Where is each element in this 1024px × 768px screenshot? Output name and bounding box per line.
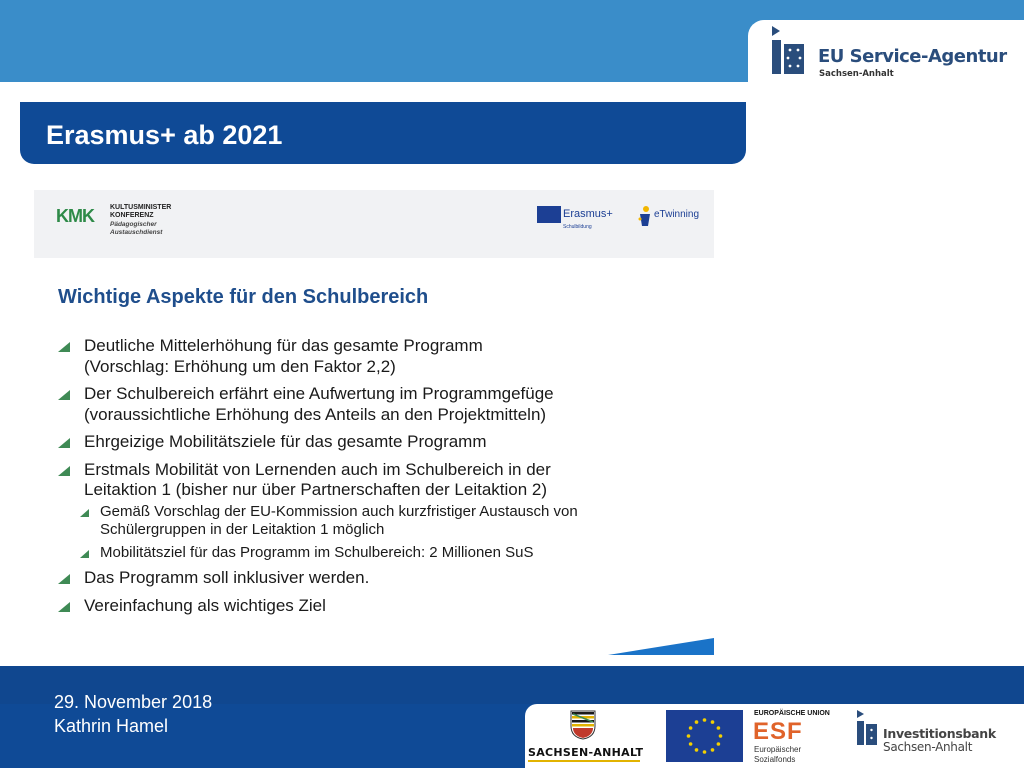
list-item-line: Erstmals Mobilität von Lernenden auch im Schulbereich in der (84, 459, 551, 479)
bullet-list (58, 336, 698, 623)
list-item-line: Das Programm soll inklusiver werden. (84, 568, 370, 587)
list-item-line: Mobilitätsziel für das Programm im Schulbereich: 2 Millionen SuS (100, 543, 534, 561)
sachsen-anhalt-underline (528, 760, 640, 762)
kmk-logo (56, 202, 206, 242)
list-item-line: Ehrgeizige Mobilitätsziele für das gesamte Programm (84, 432, 487, 451)
triangle-bullet-icon (58, 466, 70, 476)
sub-list-item (58, 544, 698, 563)
list-item-line: Deutliche Mittelerhöhung für das gesamte Programm (84, 336, 483, 355)
sachsen-anhalt-logo-text: SACHSEN-ANHALT (528, 746, 644, 759)
list-item-line: Vereinfachung als wichtiges Ziel (84, 595, 326, 615)
etwinning-icon (637, 205, 653, 227)
list-item (58, 460, 698, 501)
investitionsbank-subtitle: Sachsen-Anhalt (883, 740, 973, 754)
list-item-line: (Vorschlag: Erhöhung um den Faktor 2,2) (84, 356, 396, 376)
list-item-line: Schülergruppen in der Leitaktion 1 möglich (100, 521, 385, 538)
slide-corner-wedge (608, 638, 714, 655)
agency-name: EU Service-Agentur (818, 46, 1007, 67)
list-item (58, 568, 698, 589)
kmk-line-2: KONFERENZ (110, 212, 154, 219)
esf-union-label: EUROPÄISCHE UNION (754, 710, 830, 717)
footer (0, 666, 1024, 768)
embedded-slide (34, 190, 714, 655)
investitionsbank-name: Investitionsbank (883, 726, 996, 741)
kmk-subname (110, 221, 230, 236)
kmk-line-1: KULTUSMINISTER (110, 204, 172, 211)
triangle-bullet-icon (58, 342, 70, 352)
footer-logo-strip (525, 704, 1024, 768)
esf-sub-line-1: Europäischer (754, 745, 802, 754)
kmk-line-4: Austauschdienst (110, 228, 163, 236)
kmk-letters: KMK (56, 206, 94, 226)
triangle-bullet-icon (58, 390, 70, 400)
list-item-line: Gemäß Vorschlag der EU-Kommission auch kurzfristiger Austausch von (100, 502, 578, 520)
list-item-line: (voraussichtliche Erhöhung des Anteils an den Projektmitteln) (84, 404, 547, 424)
title-bar (20, 102, 746, 164)
list-item-line: Der Schulbereich erfährt eine Aufwertung im Programmgefüge (84, 384, 554, 403)
triangle-bullet-icon (58, 602, 70, 612)
esf-logo-text: ESF (753, 718, 803, 745)
slide-title: Wichtige Aspekte für den Schulbereich (58, 286, 429, 308)
eu-flag-icon (537, 206, 561, 223)
page-title: Erasmus+ ab 2021 (46, 120, 283, 150)
eu-service-agentur-mark-icon (770, 26, 806, 78)
presentation-date: 29. November 2018 (54, 692, 213, 712)
list-item (58, 384, 698, 425)
erasmus-logo-text: Erasmus+ (563, 208, 613, 220)
triangle-bullet-icon (58, 574, 70, 584)
investitionsbank-mark-icon (856, 710, 878, 746)
triangle-bullet-icon (80, 550, 89, 558)
kmk-name (110, 204, 230, 220)
presenter-name: Kathrin Hamel (54, 716, 169, 736)
slide-header (34, 190, 714, 258)
agency-subtitle: Sachsen-Anhalt (819, 69, 894, 79)
list-item (58, 596, 698, 617)
etwinning-logo-text: eTwinning (654, 209, 700, 220)
eu-flag-icon (666, 710, 743, 762)
eu-service-agentur-logo (768, 24, 1018, 80)
list-item (58, 432, 698, 453)
esf-sub-line-2: Sozialfonds (754, 755, 796, 764)
sub-list-item (58, 503, 698, 540)
sachsen-anhalt-crest-icon (570, 710, 596, 740)
list-item (58, 336, 698, 377)
list-item-line: Leitaktion 1 (bisher nur über Partnerschaften der Leitaktion 2) (84, 480, 548, 499)
erasmus-logo-sub: Schulbildung (563, 224, 592, 230)
kmk-line-3: Pädagogischer (110, 221, 157, 228)
triangle-bullet-icon (80, 509, 89, 517)
triangle-bullet-icon (58, 438, 70, 448)
